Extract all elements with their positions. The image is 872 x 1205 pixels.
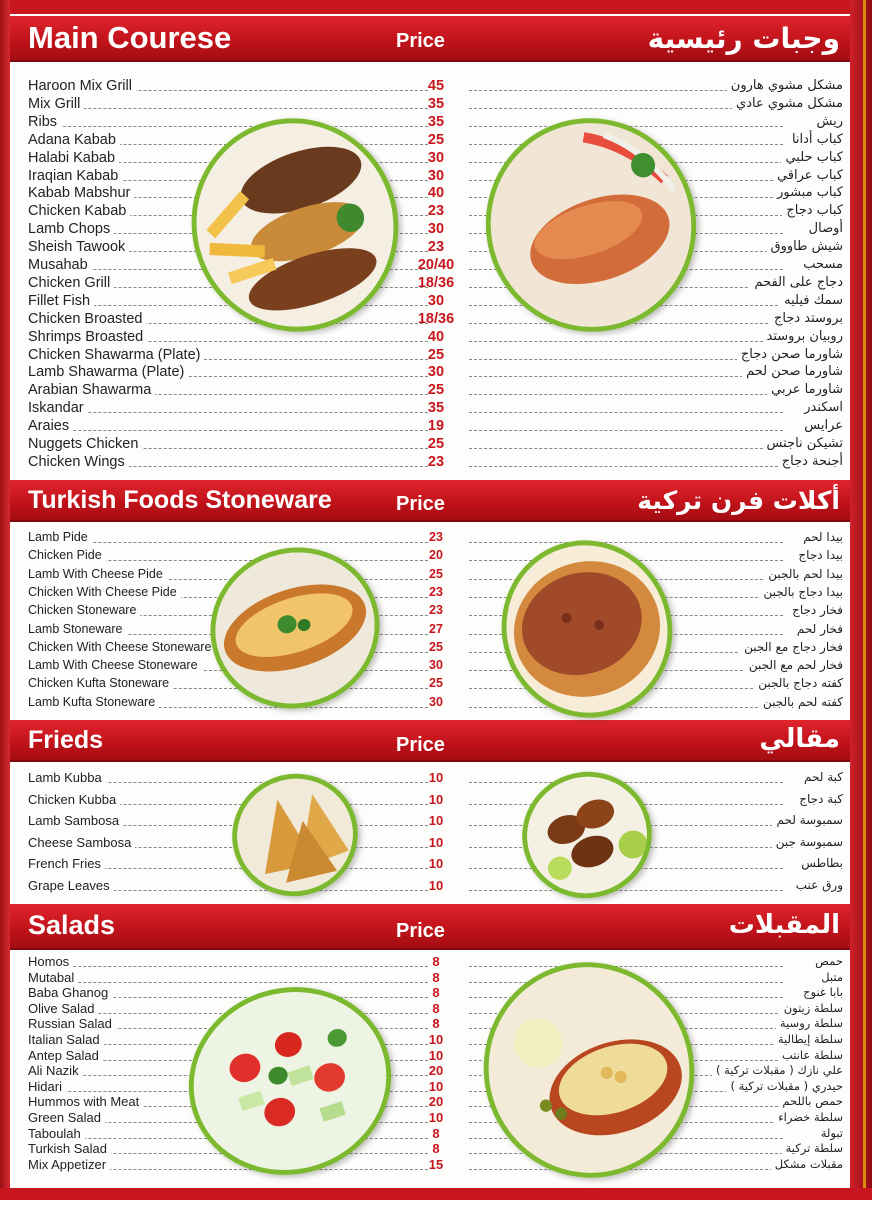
leader-dots <box>469 359 783 360</box>
item-name-en: Cheese Sambosa <box>28 835 135 850</box>
item-name-en: Ribs <box>28 114 61 130</box>
item-price: 20 <box>428 1094 444 1110</box>
leader-dots <box>28 412 428 413</box>
item-name-en: Ali Nazik <box>28 1063 83 1078</box>
item-name-en: Italian Salad <box>28 1032 104 1047</box>
leader-dots <box>469 412 783 413</box>
section-title-en: Turkish Foods Stoneware <box>28 486 332 514</box>
item-name-ar: فخار لحم <box>793 622 843 636</box>
leader-dots <box>28 966 428 967</box>
item-name-en: Musahab <box>28 257 92 273</box>
item-name-ar: مقبلات مشكل <box>771 1157 843 1171</box>
leader-dots <box>469 966 783 967</box>
section-header <box>10 904 850 950</box>
section-header <box>10 16 850 62</box>
item-name-ar: سمك فيليه <box>780 293 843 308</box>
item-name-ar: سمبوسة لحم <box>772 813 843 827</box>
item-name-ar: حمص <box>811 954 843 968</box>
menu-item-row <box>28 418 468 434</box>
menu-item-row-ar <box>465 530 843 546</box>
item-name-ar: سمبوسة جبن <box>772 835 843 849</box>
item-name-en: Lamb Stoneware <box>28 622 127 636</box>
left-border <box>0 0 10 1200</box>
item-price: 10 <box>428 1110 444 1125</box>
section-title-ar: أكلات فرن تركية <box>637 486 840 515</box>
item-price: 18/36 <box>417 274 455 291</box>
item-name-ar: سلطة خضراء <box>774 1110 843 1124</box>
item-name-en: Mix Grill <box>28 96 84 112</box>
item-name-en: Chicken Shawarma (Plate) <box>28 347 204 363</box>
item-name-en: Green Salad <box>28 1110 105 1125</box>
item-name-en: Araies <box>28 418 73 434</box>
item-name-ar: سلطة تركية <box>782 1141 843 1155</box>
menu-item-row-ar <box>465 78 843 94</box>
top-border <box>0 0 872 14</box>
item-price: 25 <box>429 639 443 654</box>
menu-item-row-ar <box>465 382 843 398</box>
item-name-ar: كباب أدانا <box>788 132 843 147</box>
menu-item-row-ar <box>465 770 843 786</box>
item-name-en: Sheish Tawook <box>28 239 129 255</box>
gold-stripe <box>863 0 866 1200</box>
menu-item-row-ar <box>465 329 843 345</box>
item-name-ar: كفته لحم بالجبن <box>759 695 843 709</box>
menu-item-row-ar <box>465 436 843 452</box>
price-label: Price <box>396 493 445 515</box>
item-name-ar: بيدا دجاج <box>794 548 843 562</box>
menu-item-row <box>28 364 468 380</box>
item-price: 30 <box>427 149 445 166</box>
item-name-en: Homos <box>28 954 73 969</box>
menu-item-row <box>28 114 468 130</box>
item-name-en: Chicken Stoneware <box>28 603 140 617</box>
menu-item-row-ar <box>465 970 843 986</box>
section-main-course <box>10 16 850 476</box>
price-label: Price <box>396 734 445 756</box>
leader-dots <box>469 542 783 543</box>
item-name-en: Grape Leaves <box>28 878 114 893</box>
item-price: 30 <box>429 658 443 673</box>
item-name-ar: بيدا لحم <box>799 530 843 544</box>
menu-item-row-ar <box>465 1157 843 1173</box>
section-salads <box>10 904 850 1184</box>
item-name-en: Lamb Shawarma (Plate) <box>28 364 188 380</box>
item-name-ar: شاورما عربي <box>767 382 843 397</box>
item-price: 8 <box>432 954 440 969</box>
menu-item-row-ar <box>465 954 843 970</box>
menu-item-row-ar <box>465 418 843 434</box>
item-price: 23 <box>427 239 445 256</box>
item-price: 25 <box>427 436 445 452</box>
item-name-ar: فخار دجاج <box>788 603 843 617</box>
item-price: 40 <box>427 185 445 202</box>
item-name-ar: أوصال <box>805 221 843 236</box>
item-name-ar: سلطة زيتون <box>780 1001 843 1015</box>
item-price: 45 <box>427 78 445 94</box>
item-name-ar: مسحب <box>799 257 843 272</box>
item-name-en: Adana Kabab <box>28 132 120 148</box>
menu-item-row <box>28 454 468 470</box>
item-price: 23 <box>427 203 445 220</box>
item-name-en: Lamb With Cheese Stoneware <box>28 658 202 672</box>
item-price: 8 <box>432 1141 440 1157</box>
item-name-en: Lamb With Cheese Pide <box>28 567 167 581</box>
item-name-en: Olive Salad <box>28 1001 98 1016</box>
item-name-en: Lamb Chops <box>28 221 114 237</box>
item-name-ar: روبيان بروستد <box>763 329 843 344</box>
item-price: 25 <box>427 346 445 363</box>
item-price: 10 <box>428 1032 444 1047</box>
item-name-ar: بابا غنوج <box>799 985 843 999</box>
item-price: 23 <box>429 603 443 618</box>
item-name-ar: ورق عنب <box>792 878 843 892</box>
item-name-ar: شيش طاووق <box>767 239 843 254</box>
item-name-ar: سلطة إيطالية <box>774 1032 843 1046</box>
item-name-en: Chicken Grill <box>28 275 114 291</box>
item-price: 8 <box>432 985 440 1001</box>
section-frieds <box>10 720 850 900</box>
item-name-en: Arabian Shawarma <box>28 382 155 398</box>
item-price: 8 <box>432 1125 440 1141</box>
item-name-ar: كفته دجاج بالجبن <box>754 676 843 690</box>
item-name-en: Hidari <box>28 1079 66 1094</box>
menu-item-row <box>28 329 468 345</box>
item-name-en: Turkish Salad <box>28 1141 111 1156</box>
item-name-en: Nuggets Chicken <box>28 436 142 452</box>
item-name-ar: علي نازك ( مقبلات تركية ) <box>712 1063 843 1077</box>
item-name-ar: حمص باللحم <box>778 1094 843 1108</box>
leader-dots <box>469 430 783 431</box>
item-name-en: Russian Salad <box>28 1016 116 1031</box>
item-price: 18/36 <box>417 310 455 327</box>
menu-item-row-ar <box>465 96 843 112</box>
menu-item-row-ar <box>465 856 843 872</box>
item-name-ar: كباب مبشور <box>773 185 843 200</box>
item-name-ar: حيدري ( مقبلات تركية ) <box>726 1079 843 1093</box>
menu-item-row-ar <box>465 114 843 130</box>
item-name-en: Halabi Kabab <box>28 150 119 166</box>
item-price: 30 <box>427 292 445 309</box>
item-name-en: Hummos with Meat <box>28 1094 143 1109</box>
item-name-ar: كبة دجاج <box>795 792 843 806</box>
item-price: 20 <box>429 548 443 563</box>
item-price: 20/40 <box>417 257 455 273</box>
leader-dots <box>469 448 783 449</box>
item-name-ar: متبل <box>817 970 843 984</box>
item-price: 10 <box>428 791 444 807</box>
menu-item-row-ar <box>465 347 843 363</box>
item-name-en: Taboulah <box>28 1126 85 1141</box>
item-name-ar: تشيكن ناجتس <box>763 436 843 451</box>
item-name-en: Chicken Pide <box>28 548 106 562</box>
menu-item-row-ar <box>465 695 843 711</box>
item-price: 35 <box>427 95 445 112</box>
leader-dots <box>469 890 783 891</box>
menu-item-row <box>28 878 468 894</box>
item-price: 10 <box>428 1047 444 1063</box>
menu-item-row <box>28 400 468 416</box>
item-price: 30 <box>427 221 445 238</box>
item-price: 25 <box>427 131 445 148</box>
item-name-ar: اسكندر <box>800 400 843 415</box>
item-name-ar: فخار دجاج مع الجبن <box>740 640 843 654</box>
item-price: 20 <box>428 1063 444 1079</box>
item-price: 30 <box>427 364 445 381</box>
item-price: 19 <box>427 418 445 435</box>
item-name-en: Iraqian Kabab <box>28 168 122 184</box>
leader-dots <box>469 466 783 467</box>
item-name-ar: أجنحة دجاج <box>778 454 843 469</box>
item-price: 27 <box>429 621 443 636</box>
item-name-en: Lamb Pide <box>28 530 92 544</box>
item-name-en: Chicken Broasted <box>28 311 146 327</box>
right-border <box>850 0 872 1200</box>
item-price: 10 <box>428 1078 444 1094</box>
menu-item-row <box>28 382 468 398</box>
item-name-en: Chicken Kabab <box>28 203 130 219</box>
menu-item-row <box>28 436 468 452</box>
leader-dots <box>28 982 428 983</box>
item-price: 10 <box>428 878 444 893</box>
menu-item-row-ar <box>465 548 843 564</box>
section-header <box>10 720 850 762</box>
item-name-ar: بروستد دجاج <box>770 311 843 326</box>
section-title-ar: مقالي <box>759 724 840 754</box>
item-name-ar: مشكل مشوي عادي <box>732 96 843 111</box>
item-price: 8 <box>432 1000 440 1016</box>
section-title-en: Frieds <box>28 726 104 754</box>
menu-item-row-ar <box>465 364 843 380</box>
item-name-ar: شاورما صحن لحم <box>742 364 843 379</box>
menu-item-row <box>28 347 468 363</box>
leader-dots <box>28 126 428 127</box>
item-price: 25 <box>429 566 443 581</box>
item-name-ar: عرايس <box>800 418 843 433</box>
item-price: 35 <box>427 400 445 417</box>
item-price: 15 <box>428 1156 444 1172</box>
leader-dots <box>469 376 783 377</box>
section-title-ar: المقبلات <box>728 910 840 940</box>
section-header <box>10 480 850 522</box>
item-name-en: Haroon Mix Grill <box>28 78 136 94</box>
item-name-ar: كبة لحم <box>800 770 843 784</box>
menu-item-row-ar <box>465 400 843 416</box>
item-price: 10 <box>428 856 444 872</box>
leader-dots <box>28 430 428 431</box>
item-name-ar: سلطة روسية <box>776 1016 843 1030</box>
item-name-en: Mix Appetizer <box>28 1157 110 1172</box>
item-price: 8 <box>432 969 440 985</box>
item-name-en: Chicken With Cheese Pide <box>28 585 181 599</box>
item-name-en: Lamb Kubba <box>28 770 106 785</box>
item-name-ar: ريش <box>813 114 843 129</box>
item-price: 8 <box>432 1016 440 1032</box>
item-price: 30 <box>429 694 443 709</box>
item-name-ar: فخار لحم مع الجبن <box>745 658 843 672</box>
item-name-en: Lamb Sambosa <box>28 813 123 828</box>
menu-item-row-ar <box>465 311 843 327</box>
item-name-en: Lamb Kufta Stoneware <box>28 695 159 709</box>
menu-item-row-ar <box>465 454 843 470</box>
item-name-ar: كباب دجاج <box>782 203 843 218</box>
item-price: 10 <box>428 813 444 829</box>
item-name-en: Kabab Mabshur <box>28 185 134 201</box>
item-name-en: Mutabal <box>28 970 78 985</box>
item-name-en: Chicken Kufta Stoneware <box>28 676 173 690</box>
leader-dots <box>469 394 783 395</box>
section-title-en: Main Courese <box>28 20 232 55</box>
menu-item-row-ar <box>465 792 843 808</box>
item-price: 30 <box>427 167 445 184</box>
item-name-ar: دجاج على الفحم <box>750 275 843 290</box>
item-price: 23 <box>429 530 443 544</box>
item-name-en: Antep Salad <box>28 1048 103 1063</box>
menu-item-row <box>28 770 468 786</box>
section-title-ar: وجبات رئيسية <box>647 22 840 55</box>
item-price: 25 <box>427 382 445 399</box>
item-name-en: Shrimps Broasted <box>28 329 147 345</box>
price-label: Price <box>396 920 445 942</box>
item-name-ar: بيدا دجاج بالجبن <box>759 585 843 599</box>
section-turkish-stoneware <box>10 480 850 716</box>
item-name-en: French Fries <box>28 856 105 871</box>
leader-dots <box>469 341 783 342</box>
item-name-en: Chicken With Cheese Stoneware <box>28 640 215 654</box>
price-label: Price <box>396 30 445 52</box>
item-name-en: Chicken Kubba <box>28 792 120 807</box>
item-name-ar: شاورما صحن دجاج <box>737 347 843 362</box>
item-price: 40 <box>427 328 445 345</box>
menu-item-row <box>28 954 468 970</box>
menu-item-row <box>28 970 468 986</box>
item-price: 23 <box>429 584 443 599</box>
item-price: 25 <box>429 676 443 691</box>
item-name-en: Iskandar <box>28 400 88 416</box>
item-name-en: Baba Ghanog <box>28 985 112 1000</box>
item-name-en: Chicken Wings <box>28 454 129 470</box>
item-price: 10 <box>428 834 444 850</box>
item-name-ar: سلطة عانتب <box>778 1048 843 1062</box>
item-name-ar: كباب عراقي <box>773 168 843 183</box>
item-name-ar: كباب حلبي <box>781 150 843 165</box>
menu-item-row-ar <box>465 878 843 894</box>
item-price: 10 <box>428 770 444 785</box>
section-title-en: Salads <box>28 910 116 940</box>
item-name-ar: مشكل مشوي هارون <box>727 78 843 93</box>
bottom-border <box>0 1188 872 1200</box>
menu-item-row <box>28 96 468 112</box>
item-name-ar: بطاطس <box>797 856 843 870</box>
menu-item-row <box>28 78 468 94</box>
item-price: 23 <box>427 453 445 470</box>
item-name-ar: بيدا لحم بالجبن <box>764 567 843 581</box>
menu-item-row <box>28 530 468 546</box>
item-name-ar: تبولة <box>817 1126 843 1140</box>
item-price: 35 <box>427 113 445 130</box>
leader-dots <box>28 108 428 109</box>
item-name-en: Fillet Fish <box>28 293 94 309</box>
